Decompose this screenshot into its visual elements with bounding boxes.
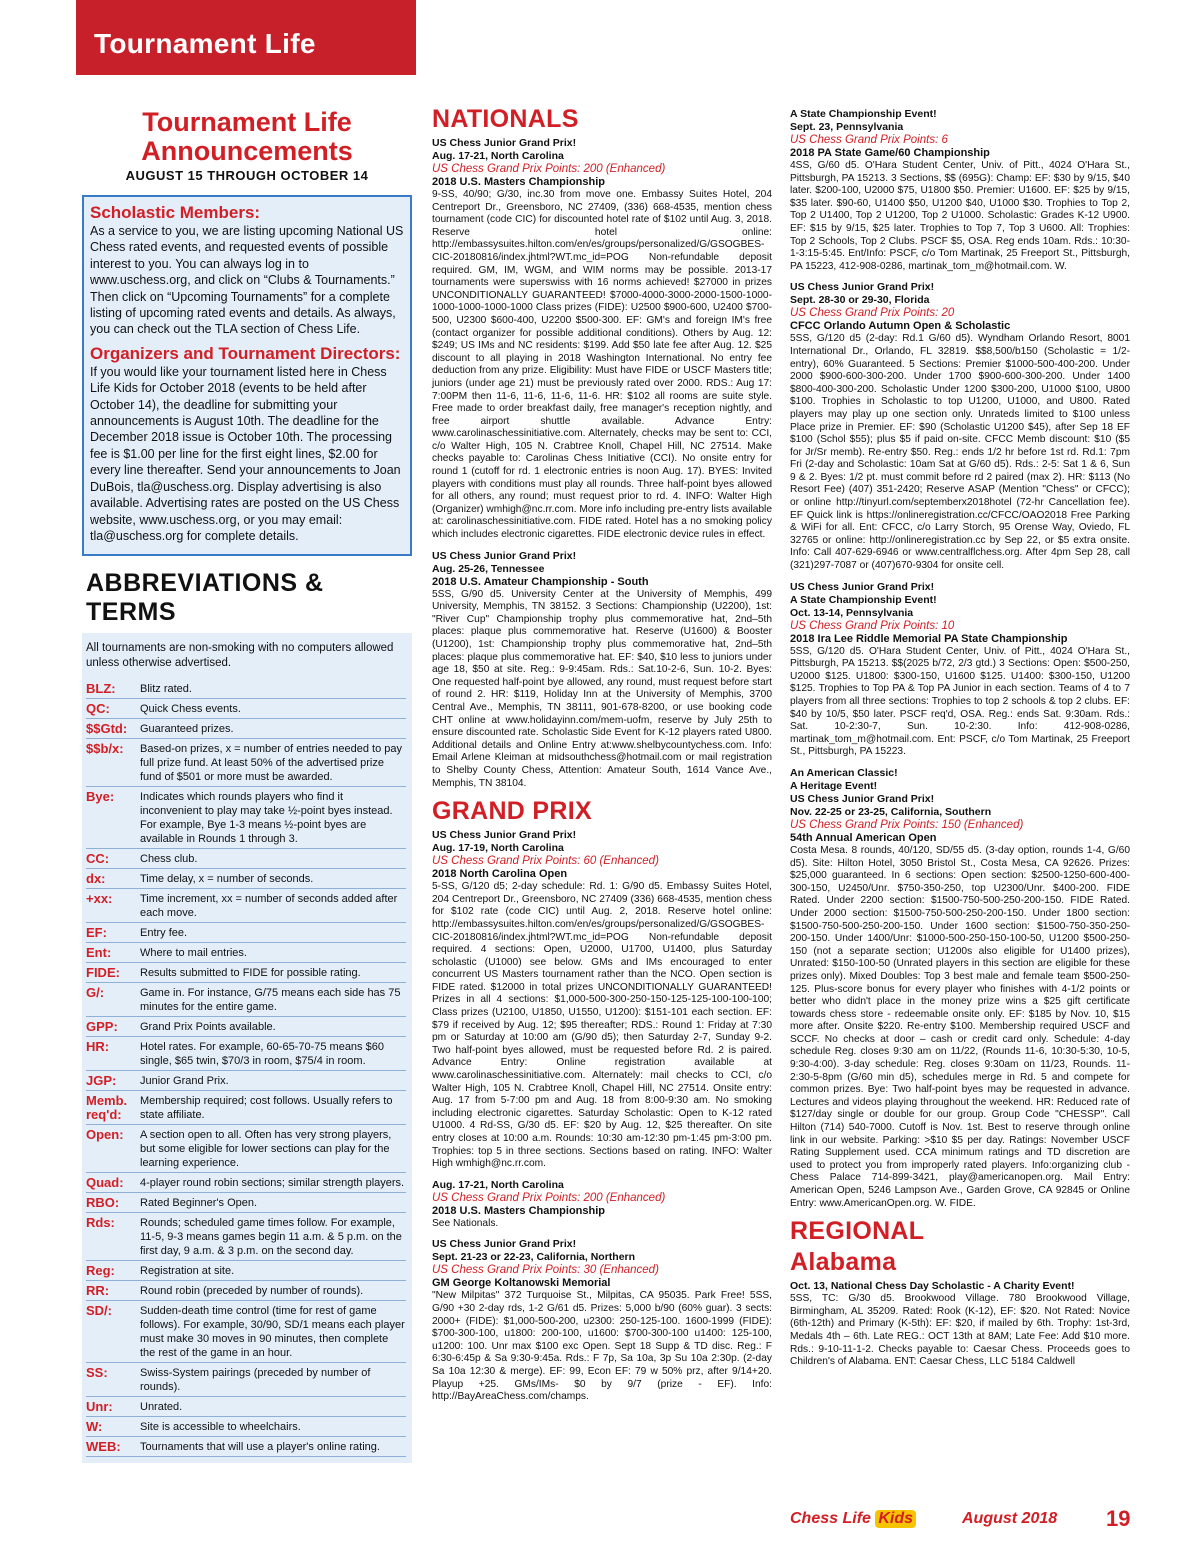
abbreviation-row [86, 1363, 406, 1397]
event-header: US Chess Junior Grand Prix! Aug. 17-21, North Carolina [432, 137, 577, 162]
event-header: US Chess Junior Grand Prix! A State Championship Event! Oct. 13-14, Pennsylvania [790, 580, 937, 619]
event-name: 2018 U.S. Amateur Championship - South [432, 575, 649, 588]
grand-prix-points: US Chess Grand Prix Points: 20 [790, 307, 955, 320]
magazine-brand: Chess Life Kids [790, 1510, 916, 1528]
abbreviation-definition: Junior Grand Prix. [140, 1075, 229, 1088]
abbreviation-row [86, 1071, 406, 1091]
left-column [82, 108, 412, 1463]
grand-prix-points: US Chess Grand Prix Points: 30 (Enhanced) [432, 1264, 659, 1277]
event-header: An American Classic! A Heritage Event! US Chess Junior Grand Prix! Nov. 22-25 or 23-25, California, Southern [790, 766, 992, 818]
organizers-text: If you would like your tournament listed here in Chess Life Kids for October 2018 (events to be held after October 14), the deadline for submitting your announcements is August 10th. The deadline for the December 2018 issue is October 10th. The processing fee is $1.00 per line for the first eight lines, $2.00 for every line thereafter. Send your announcements to Joan DuBois, tla@uschess.org. Display advertising is also available. Advertising rates are posted on the US Chess website, www.uschess.org, or you may email: tla@uschess.org for complete details. [90, 364, 401, 543]
event-name: GM George Koltanowski Memorial [432, 1277, 611, 1290]
event-name: 2018 U.S. Masters Championship [432, 176, 605, 188]
abbreviation-definition: Time delay, x = number of seconds. [140, 873, 314, 886]
event-name: 54th Annual American Open [790, 831, 937, 844]
abbreviation-row [86, 1301, 406, 1363]
abbreviation-term: RBO: [86, 1195, 120, 1211]
abbreviation-term: JGP: [86, 1073, 117, 1089]
abbreviation-definition: Grand Prix Points available. [140, 1021, 276, 1034]
scholastic-heading: Scholastic Members: [90, 203, 261, 222]
abbreviation-row [86, 1213, 406, 1261]
grand-prix-points: US Chess Grand Prix Points: 200 (Enhanced) [432, 163, 666, 175]
abbreviation-definition: Based-on prizes, x = number of entries needed to pay full prize fund. At least 50% of the advertised prize fund of $501 or more must be awarded. [140, 743, 403, 784]
grand-prix-points: US Chess Grand Prix Points: 150 (Enhanced) [790, 818, 1024, 831]
abbreviation-row [86, 983, 406, 1017]
event-american-open [790, 767, 1130, 1210]
grand-prix-points: US Chess Grand Prix Points: 10 [790, 619, 955, 632]
abbreviation-term: WEB: [86, 1439, 121, 1455]
kids-logo: Kids [875, 1510, 916, 1528]
abbreviation-definition: Results submitted to FIDE for possible rating. [140, 967, 361, 980]
event-details: 5SS, G/120 d5 (2-day: Rd.1 G/60 d5). Wyndham Orlando Resort, 8001 International Dr., Orlando, FL 32819. $$8,500/b150 (Scholastic = 1/2-entry), 60% Guaranteed. 5 Sections: Premier $1000-500-400-200. Under 2000 $900-600-300-200. Under 1700 $900-600-300-200. Under 1400 $800-400-300-200. Scholastic Under 1200 $300-200, U1000 $100, U800 $100. Trophies in Scholastic to top U1200, U1000, and U800. Rated players may play up one section only. Unrateds limited to $100 unless Place prize in Premier. EF: $90 (Scholastic U1200 $45), after Sep 18 EF $100 (Schol $55); plus $5 if paid on-site. CFCC Memb discount: $10 ($5 for Jr/Sr memb). Re-entry $50. Reg.: ends 1/2 hr before 1st rd. Rd.1: 7pm Fri (2-day and Scholastic: 10am Sat at G/60 d5). Rds.: 2-5: Sat 1 & 6, Sun 9 & 2. Byes: 1/2 pt. must commit before rd 2 paired (max 2). HR: $113 (No Resort Fee) (407) 351-2420; Reserve ASAP (Mention "Chess" or CFCC); or online http://tinyurl.com/septemberx2018hotel (72-hr Cancellation fee). EF Quick link is https://onlineregistration.cc/CFCC/OAO2018 Free Parking & WiFi for all. Ent: CFCC, c/o Larry Storch, 95 Orense Way, Oviedo, FL 32765 or online: http://onlineregistration.cc by Sep 22, or $5 extra onsite. Info: Call 407-629-6946 or www.centralflchess.org. After 4pm Sep 28, call (321)297-7087 or (407)670-9304 for onsite cell. [790, 333, 1130, 572]
abbreviation-definition: Unrated. [140, 1401, 183, 1414]
nationals-heading: NATIONALS [432, 105, 579, 133]
regional-column [790, 108, 1130, 1377]
abbreviation-row [86, 849, 406, 869]
abbreviation-row [86, 739, 406, 787]
event-name: CFCC Orlando Autumn Open & Scholastic [790, 320, 1011, 333]
event-koltanowski [432, 1238, 772, 1403]
abbreviation-row [86, 1173, 406, 1193]
event-us-amateur-south [432, 550, 772, 791]
abbreviation-term: Open: [86, 1127, 124, 1143]
abbreviation-row [86, 1417, 406, 1437]
abbreviation-definition: Swiss-System pairings (preceded by number of rounds). [140, 1367, 371, 1394]
page-number: 19 [1106, 1506, 1131, 1531]
abbreviation-definition: Game in. For instance, G/75 means each side has 75 minutes for the entire game. [140, 987, 401, 1014]
grand-prix-points: US Chess Grand Prix Points: 6 [790, 134, 948, 146]
abbreviation-term: Reg: [86, 1263, 115, 1279]
abbreviation-row [86, 943, 406, 963]
abbreviation-definition: Round robin (preceded by number of rounds). [140, 1285, 364, 1298]
grand-prix-points: US Chess Grand Prix Points: 200 (Enhanced) [432, 1191, 666, 1204]
abbreviation-term: Unr: [86, 1399, 113, 1415]
abbreviation-term: CC: [86, 851, 110, 867]
event-nc-open [432, 829, 772, 1171]
abbreviation-row [86, 1125, 406, 1173]
event-details: 4SS, G/60 d5. O'Hara Student Center, Univ. of Pitt., 4024 O'Hara St., Pittsburgh, PA 15213. 3 Sections, $$ (695G): Champ: EF: $30 by 9/15, $40 later. $200-100, U2000 $75, U1800 $50. Premier: U1600. EF: $25 by 9/15, $35 later. $90-60, U1400 $50, U1200 $40, U1000 $30. Trophies to Top 2, Top 2 U1400, Top 2 U1200, Top 2 U1000. Scholastic: Grades K-12 U900. EF: $15 by 9/15, $25 later. Trophies to Top 7, Top 3 U600. All: Trophies: Top 2 Schools, Top 2 Clubs. PSCF $5, OSA. Reg ends 10am. Rds.: 10:30-1-3:15-5:45. Ent/Info: PSCF, c/o Tom Martinak, 25 Freeport St., Pittsburgh, PA 15223, 412-908-0286, martinak_tom_m@hotmail.com. W. [790, 160, 1130, 272]
event-name: 2018 PA State Game/60 Championship [790, 147, 990, 159]
abbreviation-definition: Hotel rates. For example, 60-65-70-75 means $60 single, $65 twin, $70/3 in room, $75/4 in room. [140, 1041, 384, 1068]
abbreviation-definition: Rounds; scheduled game times follow. For example, 11-5, 9-3 means games begin 11 a.m. & 5 p.m. on the first day, 9 a.m. & 3 p.m. on the second day. [140, 1217, 402, 1258]
abbreviation-term: Ent: [86, 945, 112, 961]
abbreviation-definition: Site is accessible to wheelchairs. [140, 1421, 301, 1434]
nationals-column [432, 104, 772, 1412]
abbreviations-note: All tournaments are non-smoking with no computers allowed unless otherwise advertised. [86, 642, 394, 670]
abbreviations-title: ABBREVIATIONS & TERMS [86, 569, 324, 627]
abbreviation-term: EF: [86, 925, 107, 941]
abbreviation-term: GPP: [86, 1019, 118, 1035]
event-header: A State Championship Event! Sept. 23, Pennsylvania [790, 108, 937, 133]
abbreviation-term: HR: [86, 1039, 110, 1055]
abbreviation-term: Memb. req'd: [86, 1093, 128, 1123]
event-pa-g60 [790, 108, 1130, 273]
event-pa-state [790, 581, 1130, 759]
info-box [82, 195, 412, 556]
grand-prix-heading: GRAND PRIX [432, 797, 592, 826]
abbreviation-term: QC: [86, 701, 110, 717]
abbreviation-term: BLZ: [86, 681, 116, 697]
event-header: US Chess Junior Grand Prix! Sept. 21-23 or 22-23, California, Northern [432, 1238, 636, 1264]
scholastic-text: As a service to you, we are listing upcoming National US Chess rated events, and requested events of possible interest to you. You can always log in to www.uschess.org, and click on “Clubs & Tournaments.” Then click on “Upcoming Tournaments” for a complete listing of upcoming rated events and details. As always, you can check out the TLA section of Chess Life. [90, 224, 404, 337]
event-details: 5-SS, G/120 d5; 2-day schedule: Rd. 1: G/90 d5. Embassy Suites Hotel, 204 Centreport Dr., Greensboro, NC 27409 (336) 668-4535, mention chess for $102 rate (code CIC) until Aug. 2, 2018. Reserve hotel online: http://embassysuites.hilton.com/en/es/groups/personalized/G/GSOGBES-CIC-20180816/index.jhtml?WT.mc_id=POG Non-refundable deposit required. 4 sections: Open, U2000, U1700, U1400, plus Saturday scholastic (U1000) see below. GMs and IMs encouraged to enter concurrent US Masters tournament rather than the NCO. Open section is FIDE rated. $12000 in total prizes UNCONDITIONALLY GUARANTEED! Prizes in all 4 sections: $1,000-500-300-250-150-125-125-100-100-100; Class prizes (U2100, U1850, U1550, U1200): $151-101 each section. EF: $79 if received by Aug. 12; $95 thereafter; RDS.: Round 1: Friday at 7:30 pm or Saturday at 10:00 am (G/90 d5); then Saturday 2-7, Sunday 9-2. Two half-point byes allowed, must be requested before Rd. 2 is paired. Advance Entry: Online registration available at www.carolinaschessinitiative.com. Alternately: mail checks to CCI, c/o Walter High, 105 N. Crabtree Knoll, Chapel Hill, NC 27514. Onsite entry: Aug. 17 from 5-7:00 pm and Aug. 18 from 8:00-9:30 am. No smoking including electronic cigarettes. Saturday Scholastic: Open to K-12 rated U1000. 4 Rd-SS, G/30 d5. EF: $20 by Aug. 12, $25 thereafter. On site entry closes at 10:00 a.m. Rounds: 10:30 am-12:30 pm-1:45 pm-3:00 pm. Trophies: top 5 in three sections. Sections based on rating. INFO: Walter High wmhigh@nc.rr.com. [432, 881, 772, 1170]
abbreviation-definition: Entry fee. [140, 927, 188, 940]
abbreviation-definition: A section open to all. Often has very strong players, but some eligible for lower sections can play for the learning experience. [140, 1129, 392, 1170]
abbreviation-definition: Rated Beginner's Open. [140, 1197, 258, 1210]
event-name: 2018 U.S. Masters Championship [432, 1204, 605, 1217]
abbreviation-row [86, 923, 406, 943]
regional-heading: REGIONAL [790, 1217, 925, 1246]
abbreviation-definition: Registration at site. [140, 1265, 235, 1278]
abbreviation-row [86, 1037, 406, 1071]
abbreviation-definition: Quick Chess events. [140, 703, 241, 716]
abbreviation-row [86, 1193, 406, 1213]
abbreviation-term: Bye: [86, 789, 115, 805]
abbreviation-term: SS: [86, 1365, 108, 1381]
abbreviation-row [86, 1397, 406, 1417]
abbreviation-row [86, 719, 406, 739]
abbreviation-term: $$Gtd: [86, 721, 128, 737]
abbreviation-definition: Chess club. [140, 853, 198, 866]
abbreviation-row [86, 1437, 406, 1457]
event-details: 5SS, G/120 d5. O'Hara Student Center, Univ. of Pitt., 4024 O'Hara St., Pittsburgh, PA 15213. $$(2025 b/72, 2/3 gtd.) 3 Sections: Open: $500-250, U2000 $125. U1800: $300-150, U1600 $125. U1400: $300-150, U1200 $125. Trophies to Top PA & Top PA Junior in each section. Teams of 4 to 7 players from all three sections: Trophies to top 2 schools & top 2 clubs. EF: $40 by 10/5, $50 later. PSCF req'd, OSA. Reg.: ends Sat. 9:30am. Rds.: Sat. 10-2:30-7, Sun. 10-2:30. Info: 412-908-0286, martinak_tom_m@hotmail.com. Ent: PSCF, c/o Tom Martinak, 25 Freeport St., Pittsburgh, PA 15223. [790, 645, 1130, 758]
abbreviation-term: $$b/x: [86, 741, 124, 757]
abbreviation-term: Rds: [86, 1215, 115, 1231]
abbreviation-definition: 4-player round robin sections; similar strength players. [140, 1177, 405, 1190]
abbreviation-row [86, 963, 406, 983]
page-footer [790, 1506, 1130, 1536]
abbreviation-definition: Guaranteed prizes. [140, 723, 234, 736]
abbreviation-definition: Time increment, xx = number of seconds added after each move. [140, 893, 398, 920]
abbreviation-row [86, 1261, 406, 1281]
event-national-chess-day [790, 1280, 1130, 1369]
event-header: US Chess Junior Grand Prix! Aug. 25-26, Tennessee [432, 549, 577, 575]
abbreviation-term: dx: [86, 871, 106, 887]
abbreviation-row [86, 787, 406, 849]
event-header: Oct. 13, National Chess Day Scholastic - A Charity Event! [790, 1280, 1075, 1293]
event-header: US Chess Junior Grand Prix! Sept. 28-30 or 29-30, Florida [790, 281, 935, 307]
abbreviation-term: FIDE: [86, 965, 120, 981]
abbreviation-definition: Membership required; cost follows. Usually refers to state affiliate. [140, 1095, 393, 1122]
event-header: Aug. 17-21, North Carolina [432, 1178, 564, 1191]
grand-prix-points: US Chess Grand Prix Points: 60 (Enhanced) [432, 855, 659, 868]
abbreviation-term: RR: [86, 1283, 110, 1299]
announcements-dates: AUGUST 15 THROUGH OCTOBER 14 [125, 168, 369, 183]
abbreviation-definition: Sudden-death time control (time for rest of game follows). For example, 30/90, SD/1 means each player must make 30 moves in 90 minutes, then complete the rest of the game in an hour. [140, 1305, 405, 1360]
abbreviation-definition: Indicates which rounds players who find it inconvenient to play may take ½-point byes instead. For example, Bye 1-3 means ½-point byes are available in Rounds 1 through 3. [140, 791, 393, 846]
abbreviation-row [86, 889, 406, 923]
event-name: 2018 North Carolina Open [432, 868, 568, 881]
organizers-heading: Organizers and Tournament Directors: [90, 343, 401, 363]
abbreviation-definition: Blitz rated. [140, 683, 192, 696]
event-us-masters [432, 137, 772, 542]
event-details: "New Milpitas" 372 Turquoise St., Milpitas, CA 95035. Park Free! 5SS, G/90 +30 2-day rds, 1-2 G/61 d5. Prizes: 5,000 b/90 (60% guar). 3 sects: 2000+ (FIDE): $1,000-500-200, u2300: 250-125-100. 1600-1999 (FIDE): $700-300-100, u1800: 200-100, u1600: $700-300-100 u1400: 125-100, u1200: 100. Unr max $100 exc Open. Sept 18 Supp & TD disc. Reg.: F 6:30-6:45p & Sa 9:30-9:45a. Rds.: F 7p, Sa 10a, 3p Su 10a 2:30p. (2-day Sa 10a 12:30 & merge). EF: 99, Econ EF: 79 w 50% prz, after 9/14+20. Playup +25. GMs/IMs- $0 by 9/7 (prize - EF). Info: http://BayAreaChess.com/champs. [432, 1290, 772, 1403]
abbreviations-list [86, 679, 406, 1457]
banner-title: Tournament Life [94, 28, 316, 59]
issue-date: August 2018 [962, 1510, 1058, 1527]
event-details: 9-SS, 40/90; G/30, inc.30 from move one. Embassy Suites Hotel, 204 Centreport Dr., Greensboro, NC 27409, (336) 668-4535, mention chess tournament (code CIC) for discounted hotel rate of $102 until Aug. 3, 2018. Reserve hotel online: http://embassysuites.hilton.com/en/es/groups/personalized/G/GSOGBES-CIC-20180816/index.jhtml?WT.mc_id=POG Non-refundable deposit required. GM, IM, WGM, and WIM norms may be possible. 2013-17 tournaments were superswiss with 16 norms achieved! $27000 in prizes UNCONDITIONALLY GUARANTEED! $7000-4000-3000-2000-1500-1000-1000-1000-1000-1000 Class prizes (FIDE): U2500 $900-600, U2400 $700-500, U2300 $600-400, U2200 $500-300. EF: GM's and foreign IM's free (contact organizer for possible additional conditions). Others by Aug. 12: $249; US IMs and NC residents: $199. Add $50 late fee after Aug. 12. $25 discount to all playing in 2018 Washington International. No entry fee deduction from any prize. Eligibility: Must have FIDE or USCF Masters title; juniors (under age 21) must be previously rated over 2000. RDS.: Aug 17: 7:00PM then 11-6, 11-6, 11-6, 11-6. HR: $102 all rooms are suite style. Free made to order breakfast daily, free manager's reception nightly, and free airport shuttle available. Advance Entry: www.carolinaschessinitiative.com. Alternately, checks may be sent to: CCI, c/o Walter High, 105 N. Crabtree Knoll, Chapel Hill, NC 27514. Make checks payable to: Carolinas Chess Initiative (CCI). No onsite entry for round 1 (cutoff for rd. 1 electronic entries is noon Aug. 17). BYES: Invited players with conditions must play all rounds. Three half-point byes allowed for all others, any round; must request prior to rd. 4. INFO: Walter High (Organizer) wmhigh@nc.rr.com. More info including pre-entry lists available at: carolinaschessinitiative.com. FIDE rated. Hotel has a no smoking policy which includes electronic cigarettes. FIDE electronic device rules in effect. [432, 189, 772, 541]
event-header: US Chess Junior Grand Prix! Aug. 17-19, North Carolina [432, 829, 577, 855]
event-cfcc-orlando [790, 281, 1130, 572]
abbreviation-row [86, 1281, 406, 1301]
event-us-masters-ref [432, 1179, 772, 1231]
event-details: 5SS, TC: G/30 d5. Brookwood Village. 780 Brookwood Village, Birmingham, AL 35209. Rated: Rook (K-12), EF: $20. Not Rated: Novice (6th-12th) and Primary (K-5th): EF: $20, if mailed by 6th. Trophy: 1st-3rd, Medals 4th – 6th. Late REG.: OCT 13th at 8AM; Late Fee: Add $10 more. Rds.: 9-10-11-1-2. Checks payable to: Caesar Chess. Proceeds goes to Children's of Alabama. ENT: Caesar Chess, LLC 5184 Caldwell [790, 1293, 1130, 1368]
event-details: Costa Mesa. 8 rounds, 40/120, SD/55 d5. (3-day option, rounds 1-4, G/60 d5). Site: Hilton Hotel, 3050 Bristol St., Costa Mesa, CA 92626. Prizes: $25,000 guaranteed. In 6 sections: Open section: $2500-1250-600-400-300-150, U2450/Unr. $750-350-250, top U2300/Unr. $400-200. FIDE Rated. Under 2200 section: $1500-750-500-250-200-150. FIDE Rated. Under 2000 section: $1500-750-500-250-200-150. Under 1800 section: $1500-750-500-250-200-150. Under 1600 section: $1500-750-350-250-200-150. Under 1400/Unr: $1000-500-250-150-100-50, U1200 $500-250-150 (not a separate section; U1200s also eligible for U1400 prizes), Unrated: $150-100-50 (Unrated players in this section are eligible for these prizes only). Mixed Doubles: Top 3 best male and female team $500-250-125. Plus-score bonus for every player who finishes with 4-1/2 points or better who didn't place in the money prize wins a $25 gift certificate towards chess store - redeemable onsite only. EF: $185 by Nov. 10, $15 more after. Onsite $220. Re-entry $100. Membership required USCF and SCCF. No checks at door – cash or credit card only. Schedule: 4-day schedule Reg. closes 9:30 am on 11/22, (Rounds 11-6, 10:30-5:30, 10-5, 9:30-4:00). 3-day schedule: Reg. closes 9:30am on 11/23, Rounds. 11-2:30-5-8pm (G/60 min d5), schedules merge in Rd. 5 and compete for common prizes. Bye: Two half-point byes may be requested in advance. Lectures and videos playing throughout the weekend. HR: Reduced rate of $127/day single or double for our group. Group Code "CHESSP". Call Hilton (714) 540-7000. Cutoff is Nov. 1st. Best to reserve through online link in our website. Parking: >$10 $5 per day. Ratings: November USCF Rating Supplement used. CCA minimum ratings and TD discretion are used to protect you from improperly rated players. Info:organizing club - Chess Palace 714-899-3421, play@americanopen.org. Mail Entry: American Open, 5246 Lampson Ave., Garden Grove, CA 92845 or Online Entry: www.AmericanOpen.org. W. FIDE. [790, 844, 1130, 1209]
section-banner [76, 0, 416, 75]
abbreviation-row [86, 679, 406, 699]
abbreviations-box [82, 633, 412, 1463]
abbreviation-term: W: [86, 1419, 103, 1435]
abbreviation-term: G/: [86, 985, 105, 1001]
abbreviation-row [86, 1091, 406, 1125]
abbreviation-definition: Tournaments that will use a player's online rating. [140, 1441, 380, 1454]
state-heading-alabama: Alabama [790, 1248, 897, 1277]
abbreviation-row [86, 1017, 406, 1037]
abbreviation-term: SD/: [86, 1303, 112, 1319]
abbreviation-term: +xx: [86, 891, 113, 907]
event-name: 2018 Ira Lee Riddle Memorial PA State Championship [790, 632, 1068, 645]
abbreviation-definition: Where to mail entries. [140, 947, 247, 960]
event-details: 5SS, G/90 d5. University Center at the University of Memphis, 499 University, Memphis, TN 38152. 3 Sections: Championship (U2200), 1st: "River Cup" Championship trophy plus commemorative hat, 2nd–5th places: plaque plus commemorative hat. Reserve (U1600) & Booster (U1200), 1st: Championship trophy plus commemorative hat, 2nd–5th places: plaque plus commemorative hat. EF: $40, $10 less to juniors under age 18, $50 at site. Reg.: 9-9:45am. Rds.: Sat.10-2-6, Sun. 10-2. Byes: One requested half-point bye allowed, any round, must request before start of round 2. HR: $119, Holiday Inn at the University of Memphis, 3700 Central Ave., Memphis, TN 38111, 901-678-8200, or use booking code CHT online at www.holidayinn.com/mem-uofm, reserve by July 25th to ensure discounted rate. Scholastic Side Event for K-12 players rated U800. Additional details and Online Entry at:www.shelbycountychess.com. Info: Email Arlene Kleiman at midsouthchess@hotmail.com or mail registration to Shelby County Chess, Attention: Amateur South, 1614 Vance Ave., Memphis, TN 38104. [432, 588, 772, 789]
abbreviation-term: Quad: [86, 1175, 124, 1191]
abbreviation-row [86, 869, 406, 889]
event-details: See Nationals. [432, 1217, 499, 1229]
abbreviation-row [86, 699, 406, 719]
announcements-title: Tournament Life Announcements [141, 107, 353, 166]
